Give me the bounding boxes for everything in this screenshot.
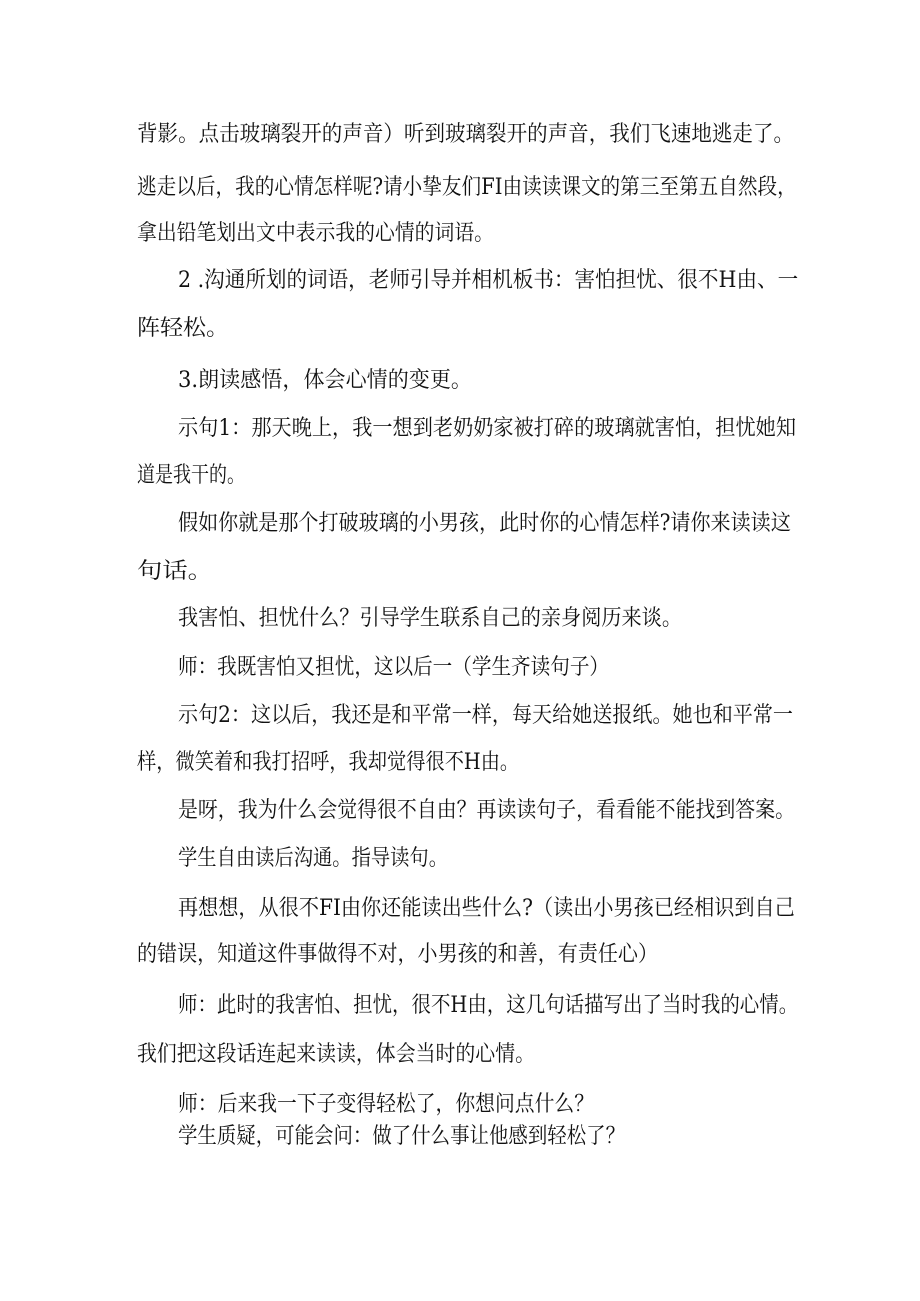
text-line: 示句2：这以后，我还是和平常一样，每天给她送报纸。她也和平常一 (178, 703, 793, 728)
text-line: 3.朗读感悟，体会心情的变更。 (178, 368, 472, 393)
text-line: 示句1：那天晚上，我一想到老奶奶家被打碎的玻璃就害怕，担忧她知 (178, 416, 796, 441)
text-line: 师：后来我一下子变得轻松了，你想问点什么？ (178, 1092, 595, 1117)
text-line: 我害怕、担忧什么？引导学生联系自己的亲身阅历来谈。 (178, 606, 683, 631)
text-line: 拿出铅笔划出文中表示我的心情的词语。 (137, 221, 495, 246)
text-line: 的错误，知道这件事做得不对，小男孩的和善，有责任心） (137, 942, 659, 967)
text-line: 师：我既害怕又担忧，这以后一（学生齐读句子） (178, 655, 610, 680)
text-line: 阵轻松。 (137, 316, 230, 341)
text-line: 道是我干的。 (137, 463, 246, 488)
text-line: 师：此时的我害怕、担忧，很不H由，这几句话描写出了当时我的心情。 (178, 993, 799, 1018)
text-line: 样，微笑着和我打招呼，我却觉得很不H由。 (137, 750, 520, 775)
text-line: 我们把这段话连起来读读，体会当时的心情。 (137, 1042, 536, 1067)
text-line: 学生质疑，可能会问：做了什么事让他感到轻松了？ (178, 1124, 626, 1149)
text-line: 背影。点击玻璃裂开的声音）听到玻璃裂开的声音，我们飞速地逃走了。 (137, 122, 795, 147)
text-line: 学生自由读后沟通。指导读句。 (178, 846, 449, 871)
text-line: 句话。 (137, 559, 214, 584)
text-line: 再想想，从很不FI由你还能读出些什么?（读出小男孩已经相识到自己 (178, 896, 795, 921)
text-line: 是呀，我为什么会觉得很不自由？再读读句子，看看能不能找到答案。 (178, 798, 796, 823)
text-line: 2 .沟通所划的词语，老师引导并相机板书：害怕担忧、很不H由、一 (178, 268, 799, 293)
text-line: 逃走以后，我的心情怎样呢?请小挚友们FI由读读课文的第三至第五自然段， (137, 175, 797, 200)
text-line: 假如你就是那个打破玻璃的小男孩，此时你的心情怎样?请你来读读这 (178, 511, 791, 536)
